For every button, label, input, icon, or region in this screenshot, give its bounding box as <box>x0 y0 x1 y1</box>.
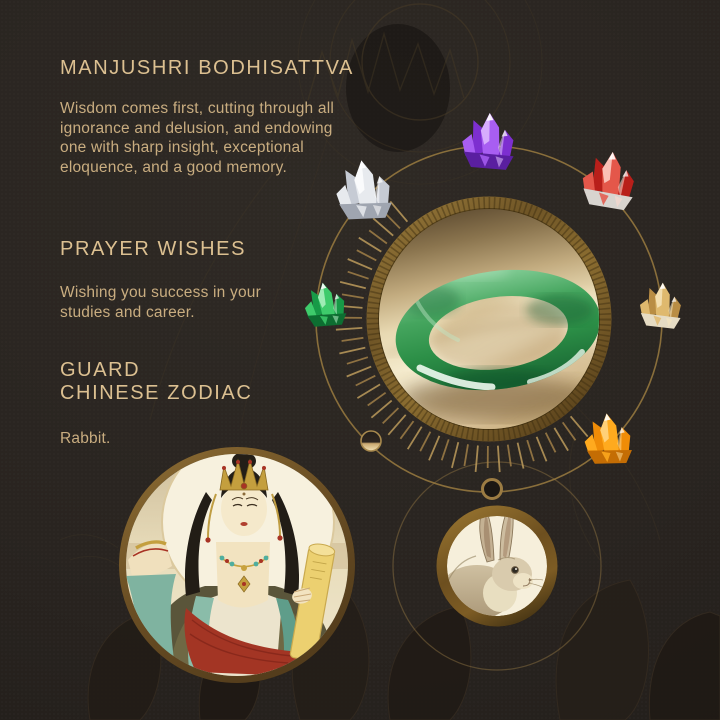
description-line: Wisdom comes first, cutting through all <box>60 100 334 117</box>
clear-quartz-crystal-icon <box>334 159 393 221</box>
manjushri-description <box>60 99 334 177</box>
zodiac-animal-label: Rabbit. <box>60 430 111 447</box>
citrine-crystal-icon <box>638 281 683 329</box>
red-quartz-crystal-icon <box>579 148 638 211</box>
description-line: eloquence, and a good memory. <box>60 158 287 176</box>
prayer-wishes-description <box>60 283 261 322</box>
zodiac-title-line: CHINESE ZODIAC <box>60 382 253 404</box>
amethyst-crystal-icon <box>461 112 516 171</box>
orange-quartz-crystal-icon <box>583 412 632 465</box>
zodiac-title-line: GUARD <box>60 359 141 381</box>
section-title-manjushri: MANJUSHRI BODHISATTVA <box>60 57 354 79</box>
description-line: Wishing you success in your <box>60 284 261 301</box>
section-title-prayer-wishes: PRAYER WISHES <box>60 238 247 260</box>
description-line: ignorance and delusion, and endowing <box>60 119 333 137</box>
description-line: one with sharp insight, exceptional <box>60 139 304 156</box>
green-quartz-crystal-icon <box>303 281 348 329</box>
moon-orbit-marker <box>361 431 381 451</box>
ring-orbit-marker <box>483 480 502 499</box>
description-line: studies and career. <box>60 303 195 321</box>
manjushri-painting <box>119 436 355 683</box>
section-title-zodiac <box>60 359 252 405</box>
